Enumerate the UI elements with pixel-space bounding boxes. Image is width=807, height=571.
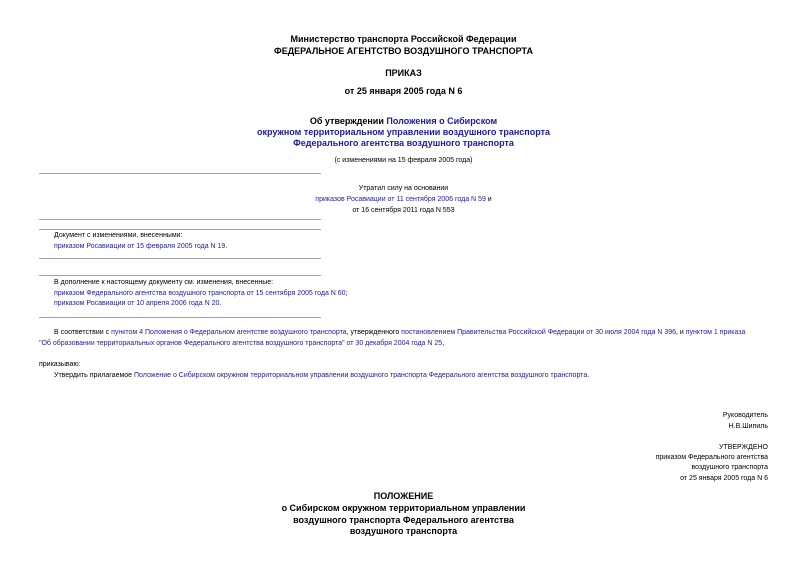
additional-label: В дополнение к настоящему документу см. изменения, внесенные: (54, 279, 274, 286)
body-paragraph-1-line-2 (39, 340, 444, 347)
title-prefix: Об утверждении (309, 116, 387, 126)
annex-line-1: о Сибирском окружном территориальном управлении (281, 503, 526, 513)
lost-force-line-1: Утратил силу на основании (358, 185, 449, 192)
additional-link-2[interactable]: приказом Росавиации от 10 апреля 2006 года N 20 (54, 300, 220, 307)
approved-line-3: от 25 января 2005 года N 6 (680, 475, 768, 482)
lost-force-line-3: от 16 сентября 2011 года N 553 (352, 207, 455, 214)
additional-end: . (219, 300, 222, 307)
body-link-5[interactable]: Положение о Сибирском окружном территориальном управлении воздушного транспорта Федерального агентства воздушного транспорта (134, 372, 588, 379)
agency-name: ФЕДЕРАЛЬНОЕ АГЕНТСТВО ВОЗДУШНОГО ТРАНСПОРТА (274, 46, 533, 56)
lost-force-and: и (485, 196, 492, 203)
body-text: , (442, 340, 445, 347)
changes-label: Документ с изменениями, внесенными: (54, 232, 183, 239)
divider (39, 275, 321, 276)
lost-force-line-2 (0, 196, 807, 203)
additional-link-1[interactable]: приказом Федерального агентства воздушного транспорта от 15 сентября 2005 года N 60 (54, 290, 346, 297)
order-word: приказываю: (39, 361, 81, 368)
changes-end: . (225, 243, 228, 250)
body-text: В соответствии с (54, 329, 112, 336)
doc-type: ПРИКАЗ (385, 68, 422, 78)
title-link-3[interactable]: Федерального агентства воздушного транспорта (293, 138, 514, 148)
body-text: Утвердить прилагаемое (54, 372, 135, 379)
title-link-2[interactable]: окружном территориальном управлении воздушного транспорта (256, 127, 551, 137)
divider (39, 173, 321, 174)
amendment-note: (с изменениями на 15 февраля 2005 года) (334, 157, 473, 164)
divider (39, 258, 321, 259)
annex-line-2: воздушного транспорта Федерального агентства (293, 515, 514, 525)
lost-force-link[interactable]: приказов Росавиации от 11 сентября 2006 года N 59 (315, 196, 486, 203)
signature-position: Руководитель (722, 412, 768, 419)
additional-sep: ; (345, 290, 348, 297)
body-link-3[interactable]: пунктом 1 приказа (685, 329, 746, 336)
title-line-1 (0, 116, 807, 126)
approved-line-2: воздушного транспорта (691, 464, 768, 471)
body-paragraph-1-line-1 (54, 329, 745, 336)
ministry-name: Министерство транспорта Российской Федерации (290, 34, 517, 44)
approved-line-1: приказом Федерального агентства (655, 454, 768, 461)
divider (39, 229, 321, 230)
changes-line (54, 243, 227, 250)
changes-link[interactable]: приказом Росавиации от 15 февраля 2005 года N 19 (54, 243, 226, 250)
additional-line-2 (54, 300, 221, 307)
additional-line-1 (54, 290, 348, 297)
body-text: . (587, 372, 590, 379)
body-link-1[interactable]: пунктом 4 Положения о Федеральном агентстве воздушного транспорта (111, 329, 347, 336)
title-link-1[interactable]: Положения о Сибирском (386, 116, 498, 126)
signature-name: Н.В.Шипиль (728, 423, 768, 430)
doc-date: от 25 января 2005 года N 6 (344, 86, 463, 96)
approved-title: УТВЕРЖДЕНО (718, 444, 768, 451)
body-text: , и (676, 329, 686, 336)
annex-heading: ПОЛОЖЕНИЕ (373, 491, 434, 501)
body-link-2[interactable]: постановлением Правительства Российской Федерации от 30 июля 2004 года N 396 (401, 329, 677, 336)
body-link-4[interactable]: "Об образовании территориальных органов Федерального агентства воздушного транспорта" от 30 декабря 2004 года N 25 (39, 340, 443, 347)
divider (39, 219, 321, 220)
annex-line-3: воздушного транспорта (349, 526, 458, 536)
divider (39, 317, 321, 318)
body-paragraph-2 (54, 372, 589, 379)
body-text: , утвержденного (346, 329, 402, 336)
